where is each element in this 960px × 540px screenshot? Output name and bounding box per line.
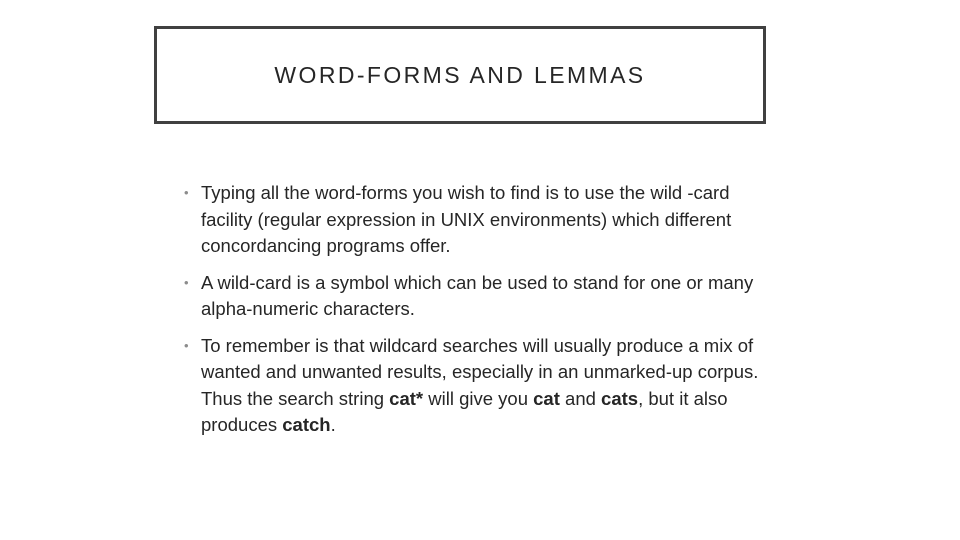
- bold-term-cat: cat: [533, 387, 560, 409]
- bold-term-cat-star: cat*: [389, 387, 424, 409]
- bullet-list: [184, 180, 784, 449]
- slide-title: WORD-FORMS AND LEMMAS: [274, 61, 646, 88]
- bullet-text-segment: Typing all the word-forms you wish to find is to use the wild -card facility (regular expression in UNIX environments) which different concordancing programs offer.: [201, 182, 732, 256]
- bullet-text-segment: A wild-card is a symbol which can be used to stand for one or many alpha-numeric characters.: [201, 271, 754, 319]
- bold-term-catch: catch: [282, 414, 331, 435]
- bullet-item: [184, 270, 784, 323]
- bullet-marker-icon: •: [184, 274, 189, 290]
- bullet-text: [201, 272, 753, 320]
- bullet-text: [201, 182, 731, 256]
- bullet-marker-icon: •: [184, 185, 189, 200]
- bullet-text-segment: To remember is that wildcard searches will usually produce a mix of wanted and unwanted results, especially in an unmarked-up corpus. Thus the search string: [201, 334, 759, 409]
- bullet-text-segment: .: [330, 414, 336, 435]
- bullet-item: [184, 180, 784, 260]
- bullet-marker-icon: •: [184, 337, 189, 353]
- bullet-text: [201, 335, 758, 436]
- bullet-text-segment: will give you: [423, 387, 534, 409]
- title-box: [154, 26, 766, 124]
- bullet-text-segment: and: [559, 387, 602, 409]
- bold-term-cats: cats: [601, 387, 639, 409]
- bullet-item: [184, 333, 784, 439]
- bullet-text-segment: , but it also produces: [201, 387, 728, 435]
